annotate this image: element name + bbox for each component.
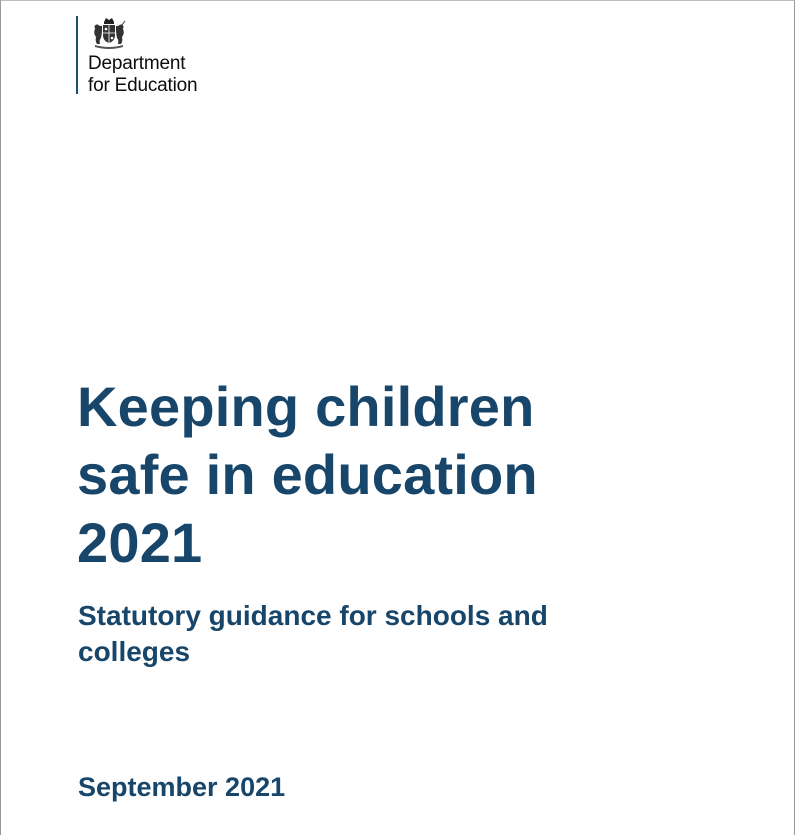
document-subtitle-line-1: Statutory guidance for schools and [78, 600, 548, 631]
publication-date: September 2021 [78, 772, 286, 802]
department-name [88, 53, 197, 97]
document-subtitle-line-2: colleges [78, 636, 191, 667]
document-title [77, 373, 717, 577]
royal-coat-of-arms-icon [89, 16, 129, 50]
document-title-line-3: 2021 [77, 511, 203, 574]
department-name-line-2: for Education [88, 75, 198, 96]
document-title-line-1: Keeping children [77, 375, 535, 438]
department-name-line-1: Department [88, 53, 186, 74]
document-title-line-2: safe in education [77, 443, 538, 506]
document-subtitle [78, 598, 718, 670]
department-logo [76, 16, 197, 94]
